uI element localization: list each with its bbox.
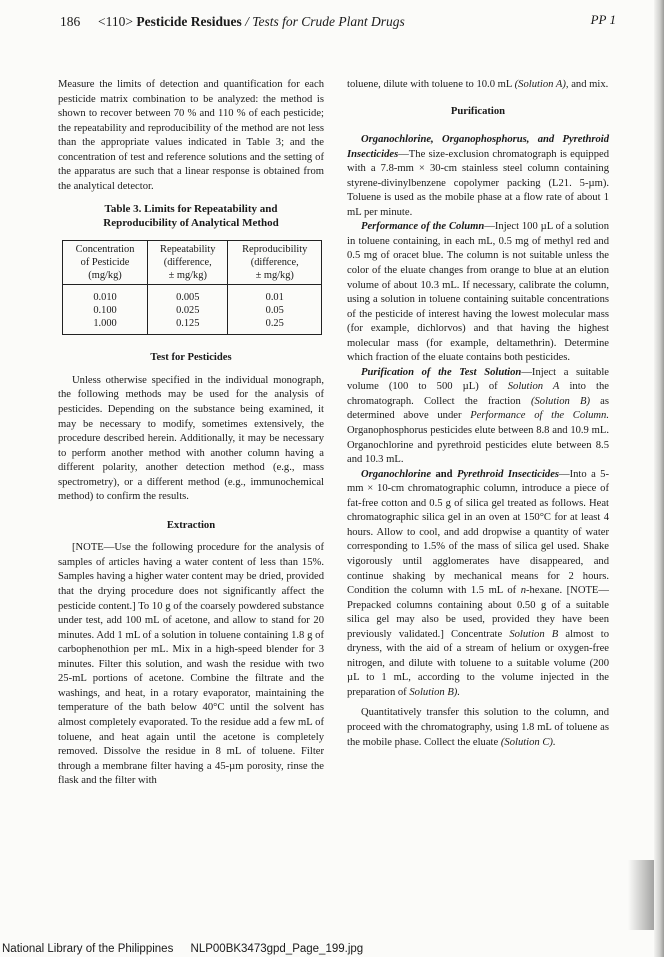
table-cell: 0.005	[148, 285, 228, 305]
intro-paragraph: Measure the limits of detection and quantification for each pesticide matrix combination to be analyzed: the method is shown to recover between 70 % and 110 % of each pesticide; the repeatability and reproducibility of the method are not less than the appropriate values indicated in Table 3; and the concentration of test and reference solutions and the setting of the apparatus are such that a linear response is obtained from the analytical detector.	[58, 79, 324, 192]
run-in-heading: Organochlorine, Organophosphorus, and Pyrethroid Insecticides	[347, 134, 609, 160]
chapter-number: <110>	[98, 14, 133, 29]
organochlorine-paragraph: Organochlorine and Pyrethroid Insecticides—Into a 5-mm × 10-cm chromatographic column, introduce a piece of fat-free cotton and 0.5 g of silica gel treated as follows. Heat chromatographic silica gel in an oven at 150°C for at least 4 hours. Allow to cool, and add dropwise a quantity of water corresponding to 1.5% of the mass of silica gel used. Shake vigorously until agglomerates have disappeared, and continue shaking by mechanical means for 2 hours. Condition the column with 1.5 mL of n-hexane. [NOTE—Prepacked columns containing about 0.50 g of a suitable silica gel may also be used, provided they have been previously validated.] Concentrate Solution B almost to dryness, with the aid of a stream of helium or oxygen-free nitrogen, and dilute with toluene to a suitable volume (200 µL to 1 mL, according to the volume injected in the preparation of Solution B).	[347, 468, 610, 698]
chapter-subtitle: Tests for Crude Plant Drugs	[252, 14, 405, 29]
header-reproducibility: Reproducibility (difference, ± mg/kg)	[228, 241, 322, 285]
run-in-heading: Performance of the Column	[361, 221, 485, 233]
table-header-row	[63, 241, 322, 285]
header-concentration: Concentration of Pesticide (mg/kg)	[63, 241, 148, 285]
table-cell: 0.100	[63, 304, 148, 317]
running-title	[98, 14, 405, 30]
header-repeatability: Repeatability (difference, ± mg/kg)	[148, 241, 228, 285]
table-cell: 0.125	[148, 317, 228, 335]
table-cell: 0.025	[148, 304, 228, 317]
extraction-heading: Extraction	[166, 519, 216, 531]
run-in-heading: Purification of the Test Solution	[361, 366, 522, 378]
header-separator: /	[245, 14, 249, 29]
extraction-paragraph: [NOTE—Use the following procedure for the analysis of samples of articles having a water content of less than 15%. Samples having a higher water content may be dried, provided that the drying procedure does not significantly affect the pesticide content.] To 10 g of the coarsely powdered substance under test, add 100 mL of acetone, and allow to stand for 20 minutes. Add 1 mL of a solution in toluene containing 1.8 g of carbophenothion per mL. Mix in a high-speed blender for 3 minutes. Filter this solution, and wash the residue with two 25-mL portions of acetone. Combine the filtrate and the washings, and heat, in a rotary evaporator, maintaining the temperature of the bath below 40°C until the solvent has almost completely evaporated. To the residue add a few mL of toluene, and heat again until the acetone is completely removed. Dissolve the residue in 8 mL of toluene. Filter through a membrane filter having a 45-µm porosity, rinse the flask and the filter with	[58, 542, 324, 787]
table-caption-line-2: Reproducibility of Analytical Method	[103, 217, 279, 230]
table-cell: 1.000	[63, 317, 148, 335]
table-cell: 0.010	[63, 285, 148, 305]
left-column	[58, 78, 324, 789]
chapter-title: Pesticide Residues	[136, 14, 242, 29]
transfer-paragraph: Quantitatively transfer this solution to the column, and proceed with the chromatography, using 1.8 mL of toluene as the mobile phase. Collect the eluate (Solution C).	[347, 707, 609, 748]
table-caption-line-1: Table 3. Limits for Repeatability and	[104, 203, 278, 216]
table-cell: 0.05	[228, 304, 322, 317]
table-cell: 0.01	[228, 285, 322, 305]
book-binding-edge	[654, 0, 664, 957]
run-in-heading: Organochlorine	[361, 468, 432, 480]
table-row	[63, 304, 322, 317]
right-column	[347, 78, 609, 750]
column-performance-paragraph: Performance of the Column—Inject 100 µL of a solution in toluene containing, in each mL, 0.5 mg of methyl red and 0.5 mg of oracet blue. The column is not suitable unless the color of the eluate changes from orange to blue at an elution volume of about 10.3 mL. If necessary, calibrate the column, using a solution in toluene containing suitable concentrations of the pesticide of interest having the lowest molecular mass (for example, dichlorvos) and that having the highest molecular mass (for example, deltamethrin). Determine which fraction of the eluate contains both pesticides.	[347, 221, 609, 364]
library-name: National Library of the Philippines	[2, 943, 174, 955]
table-row	[63, 285, 322, 305]
test-heading: Test for Pesticides	[150, 352, 232, 364]
test-solution-paragraph: Purification of the Test Solution—Inject a suitable volume (100 to 500 µL) of Solution A into the chromatograph. Collect the fraction (Solution B) as determined above under Performance of the Column. Organophosphorus pesticides elute between 8.8 and 10.9 mL. Organochlorine and pyrethroid pesticides elute between 8.5 and 10.3 mL.	[347, 366, 609, 466]
insecticides-paragraph: Organochlorine, Organophosphorus, and Pyrethroid Insecticides—The size-exclusion chromatograph is equipped with a 7.8-mm × 30-cm stainless steel column containing styrene-divinylbenzene copolymer packing (L21. 5-µm). Toluene is used as the mobile phase at a flow rate of about 1 mL per minute.	[347, 134, 609, 218]
test-paragraph: Unless otherwise specified in the individual monograph, the following methods may be used for the analysis of pesticides. Depending on the substance being examined, it may be necessary to modify, sometimes extensively, the procedure described herein. Additionally, it may be necessary to perform another method with another column having a different polarity, another detection method (e.g., mass spectrometry), or a different method (e.g., immunochemical method) to confirm the results.	[58, 374, 324, 503]
table-cell: 0.25	[228, 317, 322, 335]
page-number: 186	[60, 14, 81, 29]
corner-mark: PP 1	[590, 12, 616, 27]
running-header	[60, 14, 616, 36]
page-curl-shadow	[628, 860, 654, 930]
limits-table	[62, 240, 322, 335]
table-row	[63, 317, 322, 335]
scan-file-name: NLP00BK3473gpd_Page_199.jpg	[190, 943, 364, 955]
table-caption	[58, 202, 324, 230]
continued-paragraph: toluene, dilute with toluene to 10.0 mL (Solution A), and mix.	[347, 79, 609, 90]
scan-footer	[0, 943, 664, 955]
purification-heading: Purification	[450, 105, 506, 117]
